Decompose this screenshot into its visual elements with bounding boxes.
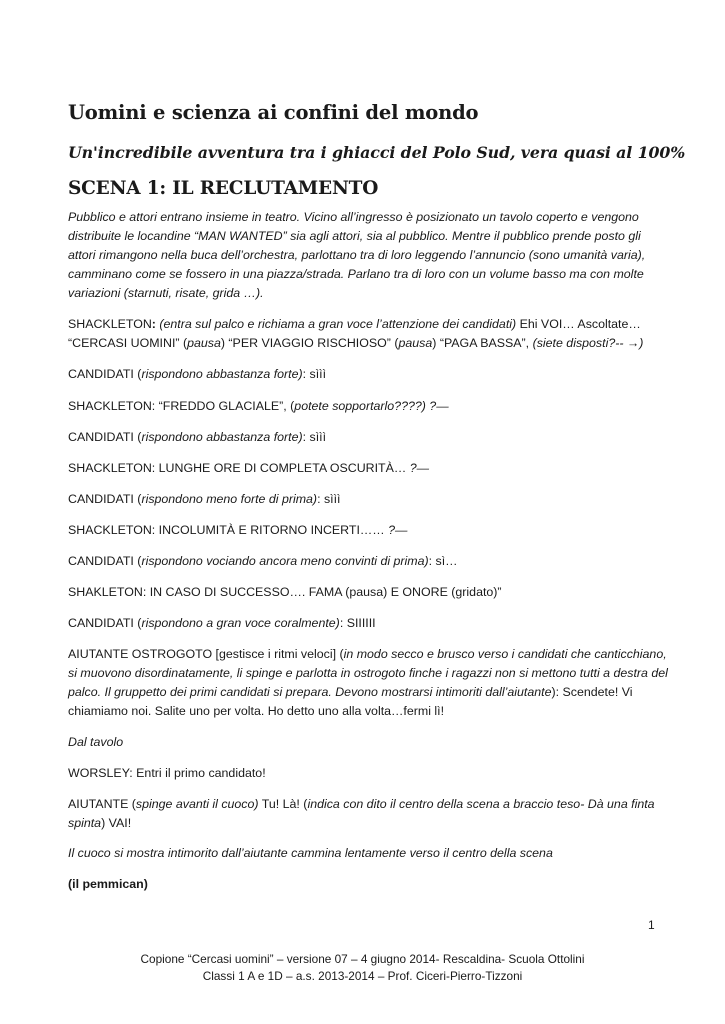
speaker: SHACKLETON [68, 317, 152, 331]
line-text: ) “PER VIAGGIO RISCHIOSO” ( [220, 336, 399, 350]
document-title: Uomini e scienza ai confini del mondo [68, 101, 479, 124]
script-line-shackleton-4 [68, 521, 668, 540]
line-text: : SIIIIII [339, 616, 376, 630]
stage-direction: (siete disposti?-- →) [532, 336, 644, 350]
line-text: CANDIDATI ( [68, 492, 142, 506]
line-text: CANDIDATI ( [68, 430, 142, 444]
stage-direction: in modo secco e brusco verso i candidati che canticchiano, si muovono disordinatamente, li spinge e parlotta in ostrogoto finche i ragazzi non si mettono tutti a destra del palco. Il gruppetto dei primi candidati si prepara. Devono mostrarsi intimoriti dall’aiutante [68, 647, 668, 699]
footer-line-2: Classi 1 A e 1D – a.s. 2013-2014 – Prof. Ciceri-Pierro-Tizzoni [202, 968, 523, 983]
line-text: SHACKLETON: LUNGHE ORE DI COMPLETA OSCURITÀ… [68, 461, 410, 475]
scene-title: SCENA 1: IL RECLUTAMENTO [68, 178, 379, 199]
line-text: CANDIDATI ( [68, 367, 142, 381]
script-line-candidati-1 [68, 365, 668, 384]
stage-direction: ?— [388, 523, 408, 537]
script-line-candidati-2 [68, 428, 668, 447]
line-text: : sììì [317, 492, 341, 506]
line-text: : sììì [302, 367, 327, 381]
section-label-pemmican: (il pemmican) [68, 877, 148, 891]
line-text: ) VAI! [101, 816, 132, 830]
line-text: Tu! Là! ( [258, 797, 308, 811]
line-text: Ehi VOI… Ascoltate… “CERCASI UOMINI” ( [68, 317, 641, 350]
script-line-candidati-5 [68, 614, 668, 633]
document-subtitle: Un'incredibile avventura tra i ghiacci del Polo Sud, vera quasi al 100% [68, 143, 686, 162]
stage-direction: rispondono vociando ancora meno convinti di prima) [141, 554, 429, 568]
intro-stage-direction: Pubblico e attori entrano insieme in teatro. Vicino all’ingresso è posizionato un tavolo coperto e vengono distribuite le locandine “MAN WANTED” sia agli attori, sia al pubblico. Mentre il pubblico prende posto gli attori rimangono nella buca dell’orchestra, parlottano tra di loro leggendo l’annuncio (sono umanità varia), camminano come se fossero in una piazza/strada. Parlano tra di loro con un volume basso ma con molte variazioni (starnuti, risate, grida …). [68, 210, 646, 300]
line-text: AIUTANTE ( [68, 797, 136, 811]
script-line-shackleton-3 [68, 459, 668, 478]
page-number: 1 [648, 918, 655, 932]
line-text: : sììì [302, 430, 327, 444]
footer-line-1: Copione “Cercasi uomini” – versione 07 – 4 giugno 2014- Rescaldina- Scuola Ottolini [140, 952, 585, 966]
stage-direction: rispondono abbastanza forte) [141, 430, 303, 444]
stage-direction: rispondono meno forte di prima) [141, 492, 318, 506]
script-line-worsley: WORSLEY: Entri il primo candidato! [68, 766, 266, 780]
script-line-shakleton-5 [68, 583, 668, 602]
script-line-aiutante-2 [68, 795, 668, 833]
line-text: AIUTANTE OSTROGOTO [gestisce i ritmi veloci] ( [68, 647, 344, 661]
stage-direction-dal-tavolo: Dal tavolo [68, 735, 124, 749]
line-text: : sì… [428, 554, 458, 568]
line-text: SHACKLETON: INCOLUMITÀ E RITORNO INCERTI…… [68, 523, 389, 537]
stage-direction: indica con dito il centro della scena a braccio teso- Dà una finta spinta [68, 797, 655, 830]
stage-direction: (entra sul palco e richiama a gran voce l’attenzione dei candidati) [155, 317, 517, 331]
speaker-colon: : [151, 317, 156, 331]
stage-direction: rispondono abbastanza forte) [141, 367, 303, 381]
stage-direction: pausa [187, 336, 221, 350]
line-text: CANDIDATI ( [68, 554, 142, 568]
stage-direction: spinge avanti il cuoco) [135, 797, 259, 811]
line-text: SHACKLETON: “FREDDO GLACIALE”, ( [68, 399, 295, 413]
line-text: ) “PAGA BASSA”, [432, 336, 533, 350]
stage-direction: pausa [398, 336, 433, 350]
stage-direction: rispondono a gran voce coralmente) [141, 616, 340, 630]
line-text: SHAKLETON: IN CASO DI SUCCESSO…. FAMA (pausa) E ONORE (gridato)” [68, 585, 502, 599]
stage-direction-cuoco: Il cuoco si mostra intimorito dall’aiutante cammina lentamente verso il centro della scena [68, 846, 553, 860]
script-line-candidati-3 [68, 490, 668, 509]
stage-direction: ?— [409, 461, 430, 475]
line-text: ): Scendete! Vi chiamiamo noi. Salite uno per volta. Ho detto uno alla volta…fermi lì! [68, 685, 633, 718]
script-line-candidati-4 [68, 552, 668, 571]
script-line-shackleton-1 [68, 315, 668, 353]
stage-direction: potete sopportarlo????) ?— [294, 399, 449, 413]
script-line-aiutante-1 [68, 645, 668, 721]
script-line-shackleton-2 [68, 397, 668, 416]
page-footer [0, 951, 725, 984]
line-text: CANDIDATI ( [68, 616, 142, 630]
